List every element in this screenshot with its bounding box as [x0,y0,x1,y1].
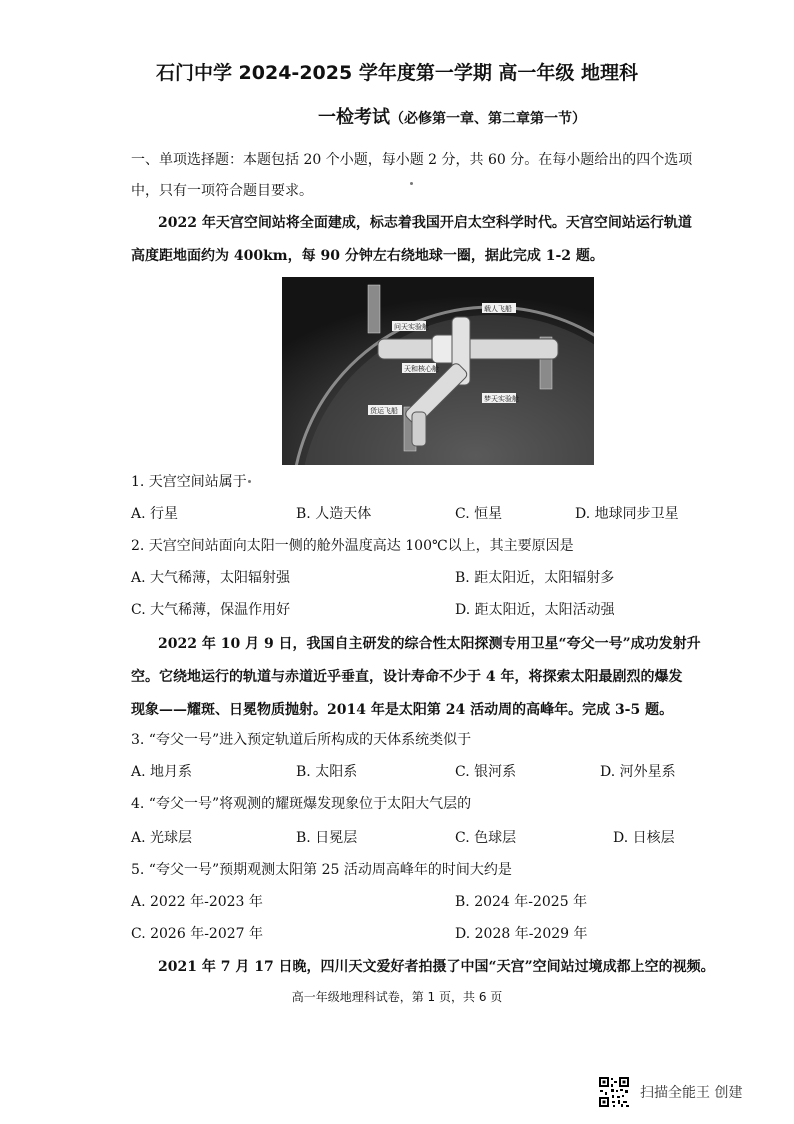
question-2-option-d: D. 距太阳近，太阳活动强 [455,602,615,618]
question-5-option-d: D. 2028 年-2029 年 [455,926,588,942]
question-5-stem: 5. “夸父一号”预期观测太阳第 25 活动周高峰年的时间大约是 [131,862,512,878]
question-2-option-c: C. 大气稀薄，保温作用好 [131,602,291,618]
scanner-watermark: 扫描全能王 创建 [640,1085,743,1101]
passage2-line-3: 现象——耀斑、日冕物质抛射。2014 年是太阳第 24 活动周的高峰年。完成 3-5 题。 [131,702,674,718]
question-4-stem: 4. “夸父一号”将观测的耀斑爆发现象位于太阳大气层的 [131,796,472,812]
section-intro-line-1: 一、单项选择题：本题包括 20 个小题，每小题 2 分，共 60 分。在每小题给出的四个选项 [131,152,693,168]
section-intro-line-2: 中，只有一项符合题目要求。 [131,183,313,199]
question-1-option-d: D. 地球同步卫星 [575,506,679,522]
question-1-option-c: C. 恒星 [455,506,503,522]
question-3-option-b: B. 太阳系 [296,764,358,780]
passage2-line-1: 2022 年 10 月 9 日，我国自主研发的综合性太阳探测专用卫星“夸父一号”成功发射升 [158,636,701,652]
question-3-option-a: A. 地月系 [131,764,193,780]
figure-label-mengtian: 梦天实验舱 [484,395,519,403]
exam-scope-note: （必修第一章、第二章第一节） [390,111,586,127]
figure-label-crew-ship: 载人飞船 [484,305,512,313]
question-5-option-a: A. 2022 年-2023 年 [131,894,263,910]
question-1-stem: 1. 天宫空间站属于 [131,474,247,490]
passage3-line-1: 2021 年 7 月 17 日晚，四川天文爱好者拍摄了中国“天宫”空间站过境成都上空的视频。 [158,959,715,975]
page-footer: 高一年级地理科试卷，第 1 页，共 6 页 [291,990,503,1004]
exam-subtitle [318,103,586,129]
figure-label-wentian: 问天实验舱 [394,323,429,331]
scan-speck [248,480,251,483]
question-2-stem: 2. 天宫空间站面向太阳一侧的舱外温度高达 100℃以上，其主要原因是 [131,538,574,554]
question-1-option-b: B. 人造天体 [296,506,372,522]
passage1-line-2: 高度距地面约为 400km，每 90 分钟左右绕地球一圈，据此完成 1-2 题。 [131,248,604,264]
question-5-option-c: C. 2026 年-2027 年 [131,926,264,942]
question-4-option-c: C. 色球层 [455,830,517,846]
qr-code-icon [598,1076,630,1108]
figure-label-tianhe: 天和核心舱 [404,365,439,373]
question-4-option-b: B. 日冕层 [296,830,358,846]
question-4-option-d: D. 日核层 [613,830,675,846]
question-1-option-a: A. 行星 [131,506,179,522]
question-3-option-d: D. 河外星系 [600,764,676,780]
exam-title: 石门中学 2024-2025 学年度第一学期 高一年级 地理科 [155,62,639,84]
scan-speck [410,182,413,185]
question-2-option-a: A. 大气稀薄，太阳辐射强 [131,570,291,586]
question-2-option-b: B. 距太阳近，太阳辐射多 [455,570,615,586]
question-4-option-a: A. 光球层 [131,830,193,846]
question-5-option-b: B. 2024 年-2025 年 [455,894,588,910]
figure-label-cargo-ship: 货运飞船 [370,407,398,415]
space-station-illustration [282,277,594,465]
exam-subtitle-main: 一检考试 [318,107,390,128]
question-3-stem: 3. “夸父一号”进入预定轨道后所构成的天体系统类似于 [131,732,472,748]
space-station-photo [282,277,594,465]
passage1-line-1: 2022 年天宫空间站将全面建成，标志着我国开启太空科学时代。天宫空间站运行轨道 [158,215,692,231]
question-3-option-c: C. 银河系 [455,764,517,780]
passage2-line-2: 空。它绕地运行的轨道与赤道近乎垂直，设计寿命不少于 4 年，将探索太阳最剧烈的爆发 [131,669,683,685]
